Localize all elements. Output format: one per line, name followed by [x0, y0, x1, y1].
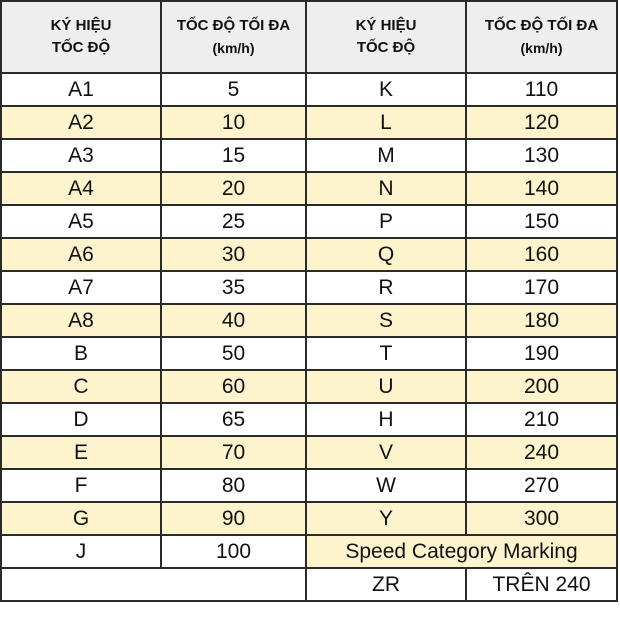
header-speed-left: TỐC ĐỘ TỐI ĐA (km/h) [161, 1, 306, 73]
header-speed-right: TỐC ĐỘ TỐI ĐA (km/h) [466, 1, 617, 73]
table-row [1, 370, 617, 403]
left-speed-cell: 50 [161, 337, 306, 370]
right-code-cell: M [306, 139, 466, 172]
left-code-cell: A6 [1, 238, 161, 271]
right-code-cell: T [306, 337, 466, 370]
right-speed-cell: 240 [466, 436, 617, 469]
right-code-cell: P [306, 205, 466, 238]
left-speed-cell: 90 [161, 502, 306, 535]
left-code-cell: C [1, 370, 161, 403]
right-code-cell: K [306, 73, 466, 106]
table-row [1, 238, 617, 271]
right-speed-cell: 200 [466, 370, 617, 403]
left-code-cell: A7 [1, 271, 161, 304]
right-code-cell: Y [306, 502, 466, 535]
left-speed-cell: 100 [161, 535, 306, 568]
right-code-cell: W [306, 469, 466, 502]
table-row [1, 436, 617, 469]
table-row [1, 172, 617, 205]
table-row [1, 106, 617, 139]
left-code-cell: G [1, 502, 161, 535]
right-speed-cell: 120 [466, 106, 617, 139]
right-code-cell: U [306, 370, 466, 403]
left-code-cell: A4 [1, 172, 161, 205]
right-speed-cell: 140 [466, 172, 617, 205]
table-row [1, 535, 617, 568]
left-code-cell: F [1, 469, 161, 502]
table-row [1, 403, 617, 436]
left-speed-cell: 15 [161, 139, 306, 172]
left-speed-cell: 80 [161, 469, 306, 502]
right-speed-cell: 270 [466, 469, 617, 502]
right-code-cell: H [306, 403, 466, 436]
table-row [1, 337, 617, 370]
left-code-cell: A1 [1, 73, 161, 106]
table-row [1, 73, 617, 106]
zr-speed-cell: TRÊN 240 [466, 568, 617, 601]
right-speed-cell: 150 [466, 205, 617, 238]
table-row [1, 205, 617, 238]
right-speed-cell: 160 [466, 238, 617, 271]
left-speed-cell: 40 [161, 304, 306, 337]
empty-cell [1, 568, 306, 601]
right-code-cell: V [306, 436, 466, 469]
speed-category-marking: Speed Category Marking [306, 535, 617, 568]
left-code-cell: A5 [1, 205, 161, 238]
table-row [1, 271, 617, 304]
header-row [1, 1, 617, 73]
header-symbol-left: KÝ HIỆU TỐC ĐỘ [1, 1, 161, 73]
left-speed-cell: 70 [161, 436, 306, 469]
left-code-cell: E [1, 436, 161, 469]
table-row [1, 469, 617, 502]
left-code-cell: B [1, 337, 161, 370]
header-symbol-right: KÝ HIỆU TỐC ĐỘ [306, 1, 466, 73]
left-speed-cell: 30 [161, 238, 306, 271]
left-code-cell: A2 [1, 106, 161, 139]
right-speed-cell: 170 [466, 271, 617, 304]
right-speed-cell: 130 [466, 139, 617, 172]
zr-code-cell: ZR [306, 568, 466, 601]
table-row [1, 139, 617, 172]
left-speed-cell: 65 [161, 403, 306, 436]
left-code-cell: A8 [1, 304, 161, 337]
right-speed-cell: 190 [466, 337, 617, 370]
left-code-cell: D [1, 403, 161, 436]
left-speed-cell: 5 [161, 73, 306, 106]
left-speed-cell: 25 [161, 205, 306, 238]
left-speed-cell: 20 [161, 172, 306, 205]
left-speed-cell: 35 [161, 271, 306, 304]
table-row [1, 304, 617, 337]
left-speed-cell: 60 [161, 370, 306, 403]
table-row-zr [1, 568, 617, 601]
table-row [1, 502, 617, 535]
left-code-cell: A3 [1, 139, 161, 172]
right-code-cell: S [306, 304, 466, 337]
right-speed-cell: 300 [466, 502, 617, 535]
left-speed-cell: 10 [161, 106, 306, 139]
left-code-cell: J [1, 535, 161, 568]
right-code-cell: Q [306, 238, 466, 271]
right-speed-cell: 180 [466, 304, 617, 337]
right-code-cell: N [306, 172, 466, 205]
right-code-cell: L [306, 106, 466, 139]
right-code-cell: R [306, 271, 466, 304]
right-speed-cell: 210 [466, 403, 617, 436]
right-speed-cell: 110 [466, 73, 617, 106]
